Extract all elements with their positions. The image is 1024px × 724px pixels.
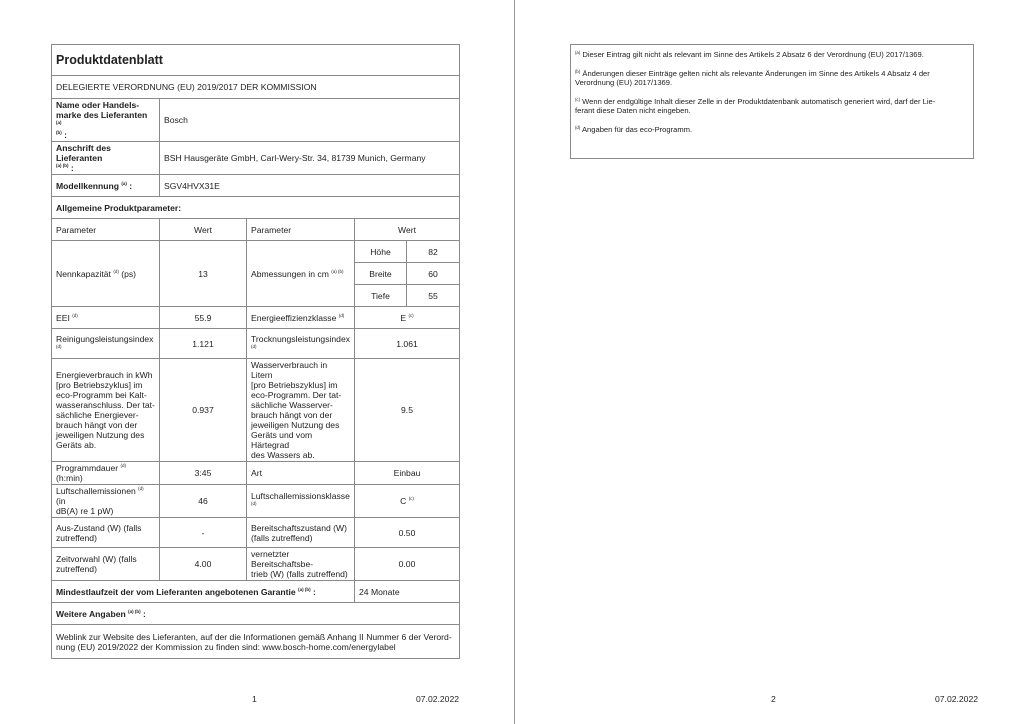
noise-class-value: C	[400, 496, 407, 506]
supplier-label-suffix: :	[61, 130, 67, 140]
dimensions-refs: (a) (b)	[331, 268, 344, 274]
type-label: Art	[247, 462, 355, 485]
cleaning-value: 1.121	[160, 329, 247, 359]
delay-start-label: Zeitvorwahl (W) (falls zutreffend)	[52, 548, 160, 581]
eei-label-cell	[52, 307, 160, 329]
noise-value: 46	[160, 485, 247, 518]
drying-label-cell	[247, 329, 355, 359]
height-label: Höhe	[355, 241, 407, 263]
page-date-2: 07.02.2022	[935, 694, 979, 704]
product-data-sheet-table	[51, 44, 460, 659]
drying-value: 1.061	[355, 329, 460, 359]
program-duration-label: Programmdauer	[56, 463, 119, 473]
footnote-a-text: Dieser Eintrag gilt nicht als relevant im Sinne des Artikels 2 Absatz 6 der Verordnung (EU) 2017/1369.	[580, 50, 924, 59]
supplier-value: Bosch	[160, 99, 460, 142]
model-value: SGV4HVX31E	[160, 175, 460, 197]
footnote-a	[575, 50, 967, 60]
column-header-value: Wert	[160, 219, 247, 241]
energy-consumption-value: 0.937	[160, 359, 247, 462]
noise-class-ref: (d)	[251, 501, 257, 506]
further-info-label: Weitere Angaben	[56, 608, 126, 619]
noise-class-value-cell	[355, 485, 460, 518]
page-number-1: 1	[252, 694, 257, 704]
address-label-cell	[52, 142, 160, 175]
cleaning-label-cell	[52, 329, 160, 359]
dimensions-label: Abmessungen in cm	[251, 268, 329, 279]
off-mode-label: Aus-Zustand (W) (falls zutreffend)	[52, 518, 160, 548]
type-value: Einbau	[355, 462, 460, 485]
footnote-c-text: Wenn der endgültige Inhalt dieser Zelle in der Produktdatenbank automatisch generiert wird, darf der Lie- ferant diese Daten nicht eingeben.	[575, 96, 936, 115]
model-label-cell	[52, 175, 160, 197]
networked-standby-value: 0.00	[355, 548, 460, 581]
further-info-refs: (a) (b)	[128, 608, 141, 614]
footnote-d	[575, 125, 967, 135]
guarantee-label-cell	[52, 581, 355, 603]
energy-consumption-label: Energieverbrauch in kWh [pro Betriebszyklus] im eco-Programm bei Kalt- wasseranschluss. Der tat- sächliche Energiever- brauch hängt von der jeweiligen Nutzung des Geräts ab.	[52, 359, 160, 462]
width-label: Breite	[355, 263, 407, 285]
footnote-a-ref: (a)	[575, 50, 581, 55]
program-duration-ref: (d)	[120, 463, 126, 468]
footnote-b	[575, 69, 967, 88]
supplier-ref-b: (b)	[56, 130, 62, 135]
noise-label-cell	[52, 485, 160, 518]
weblink-text: Weblink zur Website des Lieferanten, auf der die Informationen gemäß Anhang II Nummer 6 der Verord- nung (EU) 2019/2022 der Kommission zu finden sind: www.bosch-home.com/energylabel	[52, 625, 460, 659]
eei-ref: (d)	[72, 312, 78, 318]
eei-value: 55.9	[160, 307, 247, 329]
guarantee-refs: (a) (b)	[298, 586, 311, 592]
guarantee-value: 24 Monate	[355, 581, 460, 603]
noise-class-label-cell	[247, 485, 355, 518]
footnote-d-text: Angaben für das eco-Programm.	[580, 124, 693, 134]
energy-class-value: E	[400, 312, 407, 323]
standby-label: Bereitschaftszustand (W) (falls zutreffend)	[247, 518, 355, 548]
capacity-unit: (ps)	[118, 268, 137, 279]
capacity-ref: (d)	[113, 268, 119, 274]
footnote-c-ref: (c)	[575, 96, 581, 102]
water-consumption-label: Wasserverbrauch in Litern [pro Betriebszyklus] im eco-Programm. Der tat- sächliche Wasserver- brauch hängt von der jeweiligen Nutzung des Geräts und vom Härtegrad des Wassers ab.	[247, 359, 355, 462]
page-divider	[514, 0, 515, 724]
standby-value: 0.50	[355, 518, 460, 548]
program-duration-value: 3:45	[160, 462, 247, 485]
further-info-suffix: :	[140, 608, 146, 619]
width-value: 60	[407, 263, 460, 285]
supplier-label-cell	[52, 99, 160, 142]
footnote-c	[575, 97, 967, 116]
guarantee-label: Mindestlaufzeit der vom Lieferanten angebotenen Garantie	[56, 586, 296, 597]
address-refs: (a) (b)	[56, 163, 69, 168]
delay-start-value: 4.00	[160, 548, 247, 581]
noise-label: Luftschallemissionen	[56, 486, 136, 496]
page-number-2: 2	[771, 694, 776, 704]
noise-ref: (d)	[138, 486, 144, 491]
page-date-1: 07.02.2022	[416, 694, 460, 704]
dimensions-label-cell	[247, 241, 355, 307]
depth-value: 55	[407, 285, 460, 307]
drying-label: Trocknungsleistungsindex	[251, 333, 351, 344]
sheet-title: Produktdatenblatt	[52, 45, 460, 76]
networked-standby-label: vernetzter Bereitschaftsbe- trieb (W) (falls zutreffend)	[247, 548, 355, 581]
address-label-suffix: :	[68, 163, 74, 173]
eei-label: EEI	[56, 312, 70, 323]
regulation-title: DELEGIERTE VERORDNUNG (EU) 2019/2017 DER KOMMISSION	[52, 76, 460, 99]
program-duration-unit: (h:min)	[56, 473, 83, 483]
general-parameters-heading: Allgemeine Produktparameter:	[52, 197, 460, 219]
capacity-label: Nennkapazität	[56, 268, 111, 279]
energy-class-value-ref: (c)	[408, 312, 414, 318]
height-value: 82	[407, 241, 460, 263]
cleaning-label: Reinigungsleistungsindex	[56, 333, 154, 344]
off-mode-value: -	[160, 518, 247, 548]
supplier-label: Name oder Handels- marke des Lieferanten	[56, 100, 148, 120]
capacity-value: 13	[160, 241, 247, 307]
footnote-b-text: Änderungen dieser Einträge gelten nicht als relevante Änderungen im Sinne des Artikels 4 Absatz 4 der Verordnung (EU) 2017/1369.	[575, 68, 930, 87]
model-label: Modellkennung	[56, 180, 120, 191]
further-info-heading	[52, 603, 460, 625]
noise-class-value-ref: (c)	[408, 496, 414, 501]
column-header-value-2: Wert	[355, 219, 460, 241]
program-duration-label-cell	[52, 462, 160, 485]
column-header-parameter: Parameter	[52, 219, 160, 241]
guarantee-label-suffix: :	[310, 586, 316, 597]
footnote-b-ref: (b)	[575, 68, 581, 74]
address-label: Anschrift des Lieferanten	[56, 143, 111, 163]
cleaning-ref: (d)	[56, 343, 62, 349]
supplier-ref-a: (a)	[56, 120, 62, 125]
noise-class-label: Luftschallemissionsklasse	[251, 491, 350, 501]
model-label-suffix: :	[126, 180, 133, 191]
energy-class-label-cell	[247, 307, 355, 329]
energy-class-value-cell	[355, 307, 460, 329]
footnotes-box	[570, 44, 974, 159]
address-value: BSH Hausgeräte GmbH, Carl-Wery-Str. 34, 81739 Munich, Germany	[160, 142, 460, 175]
footnote-d-ref: (d)	[575, 124, 581, 130]
energy-class-ref: (d)	[338, 312, 345, 318]
model-refs: (a)	[121, 180, 127, 186]
capacity-label-cell	[52, 241, 160, 307]
drying-ref: (d)	[251, 343, 257, 349]
column-header-parameter-2: Parameter	[247, 219, 355, 241]
depth-label: Tiefe	[355, 285, 407, 307]
energy-class-label: Energieeffizienzklasse	[251, 312, 337, 323]
water-consumption-value: 9.5	[355, 359, 460, 462]
noise-label-unit: (in dB(A) re 1 pW)	[56, 496, 114, 516]
